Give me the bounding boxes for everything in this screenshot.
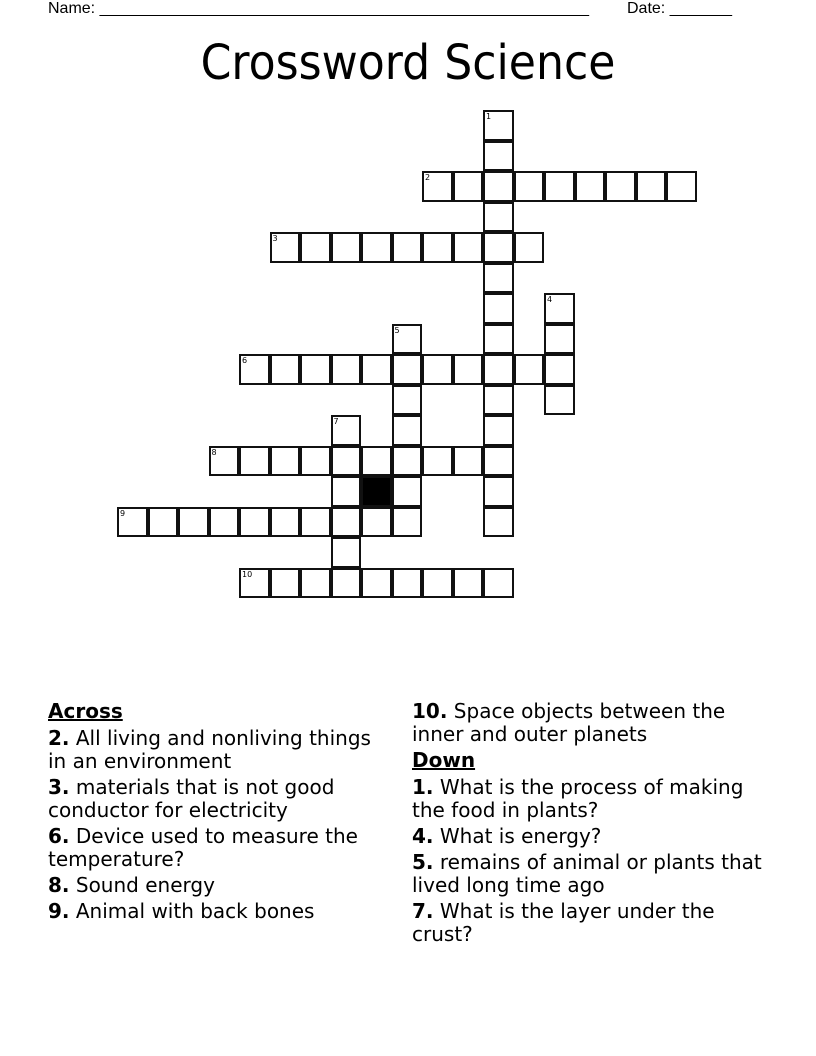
grid-cell[interactable] bbox=[636, 171, 667, 202]
clue-number: 8. bbox=[48, 873, 70, 897]
clue-number-label: 7 bbox=[333, 417, 339, 426]
grid-cell[interactable] bbox=[483, 202, 514, 233]
grid-cell[interactable] bbox=[483, 171, 514, 202]
grid-cell[interactable] bbox=[361, 446, 392, 477]
clue-number-label: 2 bbox=[425, 173, 431, 182]
clue-text: Sound energy bbox=[75, 873, 215, 897]
clue-text: Space objects between the inner and outer planets bbox=[412, 699, 726, 746]
grid-cell[interactable] bbox=[392, 232, 423, 263]
clues-left-column bbox=[48, 700, 388, 926]
grid-cell[interactable] bbox=[666, 171, 697, 202]
grid-cell[interactable] bbox=[453, 446, 484, 477]
grid-cell[interactable] bbox=[331, 446, 362, 477]
clue-down-5 bbox=[412, 851, 772, 897]
grid-cell[interactable] bbox=[392, 476, 423, 507]
grid-cell[interactable] bbox=[209, 446, 240, 477]
clue-number: 10. bbox=[412, 699, 448, 723]
clue-down-7 bbox=[412, 900, 772, 946]
grid-cell[interactable] bbox=[300, 446, 331, 477]
clue-text: What is the process of making the food in plants? bbox=[412, 775, 744, 822]
clue-number: 7. bbox=[412, 899, 434, 923]
grid-cell[interactable] bbox=[239, 568, 270, 599]
clue-text: Device used to measure the temperature? bbox=[48, 824, 358, 871]
grid-cell[interactable] bbox=[117, 507, 148, 538]
clue-text: materials that is not good conductor for electricity bbox=[48, 775, 335, 822]
grid-cell[interactable] bbox=[453, 354, 484, 385]
grid-cell[interactable] bbox=[239, 446, 270, 477]
clue-number-label: 10 bbox=[242, 569, 253, 579]
grid-cell[interactable] bbox=[483, 324, 514, 355]
grid-cell[interactable] bbox=[300, 354, 331, 385]
grid-cell[interactable] bbox=[392, 507, 423, 538]
grid-cell[interactable] bbox=[422, 171, 453, 202]
grid-cell[interactable] bbox=[575, 171, 606, 202]
clue-number-label: 1 bbox=[486, 112, 492, 121]
grid-cell[interactable] bbox=[453, 232, 484, 263]
clue-number: 2. bbox=[48, 726, 70, 750]
clue-number-label: 3 bbox=[272, 234, 278, 243]
clues-right-column bbox=[412, 700, 772, 949]
clue-number: 9. bbox=[48, 899, 70, 923]
down-heading: Down bbox=[412, 748, 476, 772]
grid-cell[interactable] bbox=[483, 507, 514, 538]
clue-number: 4. bbox=[412, 824, 434, 848]
grid-cell[interactable] bbox=[514, 232, 545, 263]
grid-cell[interactable] bbox=[148, 507, 179, 538]
grid-cell[interactable] bbox=[422, 232, 453, 263]
grid-cell[interactable] bbox=[331, 568, 362, 599]
grid-cell[interactable] bbox=[544, 385, 575, 416]
clue-number-label: 6 bbox=[242, 356, 248, 365]
grid-cell[interactable] bbox=[483, 415, 514, 446]
grid-cell[interactable] bbox=[483, 293, 514, 324]
page-title: Crossword Science bbox=[200, 35, 616, 91]
name-field-label: Name: _______________________________________________________ bbox=[48, 0, 589, 17]
date-field-label: Date: _______ bbox=[627, 0, 732, 17]
clue-text: What is energy? bbox=[439, 824, 602, 848]
grid-cell[interactable] bbox=[270, 568, 301, 599]
grid-cell[interactable] bbox=[209, 507, 240, 538]
clue-number: 5. bbox=[412, 850, 434, 874]
clue-down-1 bbox=[412, 776, 772, 822]
grid-cell[interactable] bbox=[331, 354, 362, 385]
grid-cell[interactable] bbox=[514, 354, 545, 385]
grid-cell[interactable] bbox=[483, 476, 514, 507]
grid-cell[interactable] bbox=[453, 568, 484, 599]
grid-cell[interactable] bbox=[514, 171, 545, 202]
clue-number: 3. bbox=[48, 775, 70, 799]
grid-cell[interactable] bbox=[300, 507, 331, 538]
clue-across-8 bbox=[48, 874, 388, 897]
grid-cell[interactable] bbox=[392, 446, 423, 477]
clue-across-10 bbox=[412, 700, 772, 746]
grid-cell[interactable] bbox=[483, 385, 514, 416]
grid-cell[interactable] bbox=[483, 141, 514, 172]
grid-cell[interactable] bbox=[483, 568, 514, 599]
grid-cell[interactable] bbox=[361, 354, 392, 385]
clue-across-9 bbox=[48, 900, 388, 923]
grid-cell[interactable] bbox=[544, 324, 575, 355]
grid-cell[interactable] bbox=[239, 507, 270, 538]
grid-cell[interactable] bbox=[392, 415, 423, 446]
grid-cell[interactable] bbox=[270, 354, 301, 385]
clue-text: Animal with back bones bbox=[75, 899, 315, 923]
grid-cell[interactable] bbox=[422, 446, 453, 477]
grid-cell[interactable] bbox=[331, 507, 362, 538]
grid-cell[interactable] bbox=[331, 476, 362, 507]
clue-text: What is the layer under the crust? bbox=[412, 899, 715, 946]
clue-number: 1. bbox=[412, 775, 434, 799]
clue-across-2 bbox=[48, 727, 388, 773]
grid-cell[interactable] bbox=[270, 232, 301, 263]
clue-number-label: 5 bbox=[394, 325, 400, 335]
grid-cell[interactable] bbox=[300, 568, 331, 599]
clue-number-label: 8 bbox=[211, 447, 217, 457]
grid-cell[interactable] bbox=[270, 446, 301, 477]
grid-cell[interactable] bbox=[483, 446, 514, 477]
clue-text: All living and nonliving things in an environment bbox=[48, 726, 371, 773]
grid-cell[interactable] bbox=[392, 568, 423, 599]
clue-number-label: 9 bbox=[120, 508, 126, 518]
grid-cell[interactable] bbox=[483, 110, 514, 141]
grid-cell[interactable] bbox=[270, 507, 301, 538]
grid-cell[interactable] bbox=[544, 354, 575, 385]
grid-cell[interactable] bbox=[422, 354, 453, 385]
grid-cell[interactable] bbox=[392, 354, 423, 385]
clue-down-4 bbox=[412, 825, 772, 848]
across-heading: Across bbox=[48, 699, 123, 723]
grid-cell[interactable] bbox=[483, 354, 514, 385]
grid-cell[interactable] bbox=[605, 171, 636, 202]
clue-across-3 bbox=[48, 776, 388, 822]
grid-cell[interactable] bbox=[392, 385, 423, 416]
clue-text: remains of animal or plants that lived long time ago bbox=[412, 850, 762, 897]
grid-cell[interactable] bbox=[331, 415, 362, 446]
grid-cell[interactable] bbox=[392, 324, 423, 355]
grid-cell[interactable] bbox=[544, 293, 575, 324]
grid-cell[interactable] bbox=[331, 232, 362, 263]
grid-cell[interactable] bbox=[544, 171, 575, 202]
grid-cell[interactable] bbox=[178, 507, 209, 538]
grid-cell[interactable] bbox=[422, 568, 453, 599]
grid-cell[interactable] bbox=[483, 263, 514, 294]
black-cell bbox=[361, 476, 392, 507]
clue-across-6 bbox=[48, 825, 388, 871]
grid-cell[interactable] bbox=[361, 232, 392, 263]
grid-cell[interactable] bbox=[300, 232, 331, 263]
clue-number: 6. bbox=[48, 824, 70, 848]
grid-cell[interactable] bbox=[453, 171, 484, 202]
grid-cell[interactable] bbox=[483, 232, 514, 263]
grid-cell[interactable] bbox=[361, 507, 392, 538]
grid-cell[interactable] bbox=[361, 568, 392, 599]
grid-cell[interactable] bbox=[239, 354, 270, 385]
clue-number-label: 4 bbox=[547, 295, 553, 304]
grid-cell[interactable] bbox=[331, 537, 362, 568]
